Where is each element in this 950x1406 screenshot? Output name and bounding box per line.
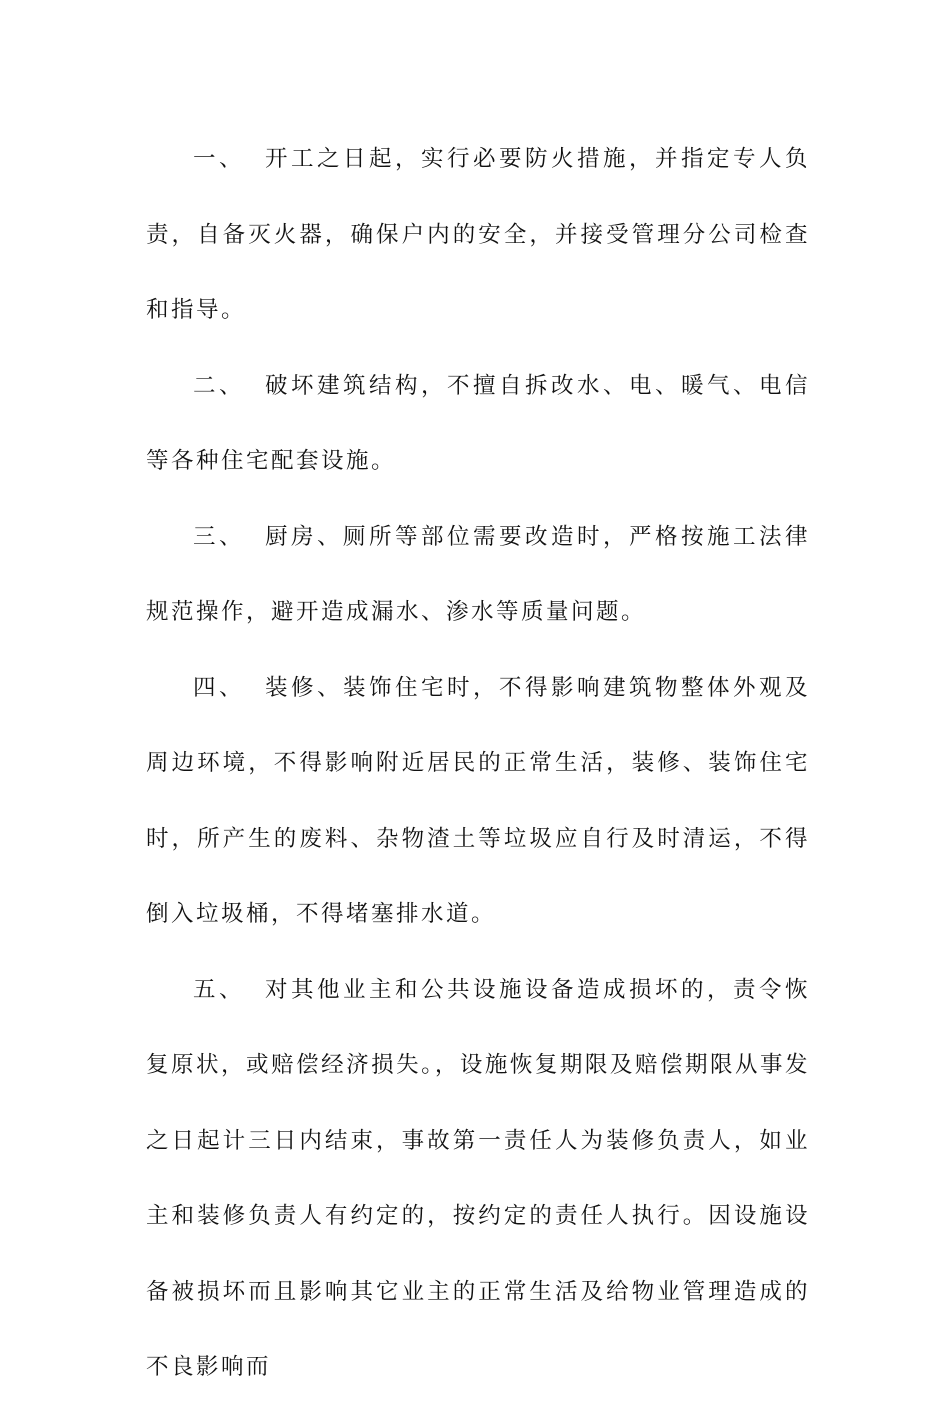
paragraph-number: 四、 [193, 674, 245, 701]
paragraph-1 [146, 122, 810, 349]
paragraph-2 [146, 349, 810, 500]
paragraph-5 [146, 953, 810, 1406]
paragraph-text: 装修、装饰住宅时，不得影响建筑物整体外观及周边环境，不得影响附近居民的正常生活，装修、装饰住宅时，所产生的废料、杂物渣土等垃圾应自行及时清运，不得倒入垃圾桶，不得堵塞排水道。 [146, 674, 810, 927]
paragraph-text: 厨房、厕所等部位需要改造时，严格按施工法律规范操作，避开造成漏水、渗水等质量问题。 [146, 523, 810, 625]
paragraph-4 [146, 651, 810, 953]
paragraph-number: 五、 [193, 976, 245, 1003]
paragraph-number: 三、 [193, 523, 245, 550]
paragraph-text: 开工之日起，实行必要防火措施，并指定专人负责，自备灭火器，确保户内的安全，并接受管理分公司检查和指导。 [146, 146, 810, 323]
document-body [146, 122, 810, 1406]
paragraph-3 [146, 500, 810, 651]
paragraph-number: 一、 [193, 146, 245, 172]
paragraph-number: 二、 [193, 372, 245, 399]
paragraph-text: 对其他业主和公共设施设备造成损坏的，责令恢复原状，或赔偿经济损失。，设施恢复期限及赔偿期限从事发之日起计三日内结束，事故第一责任人为装修负责人，如业主和装修负责人有约定的，按约定的责任人执行。因设施设备被损坏而且影响其它业主的正常生活及给物业管理造成的不良影响而 [146, 976, 810, 1380]
paragraph-text: 破坏建筑结构，不擅自拆改水、电、暖气、电信等各种住宅配套设施。 [146, 372, 810, 474]
